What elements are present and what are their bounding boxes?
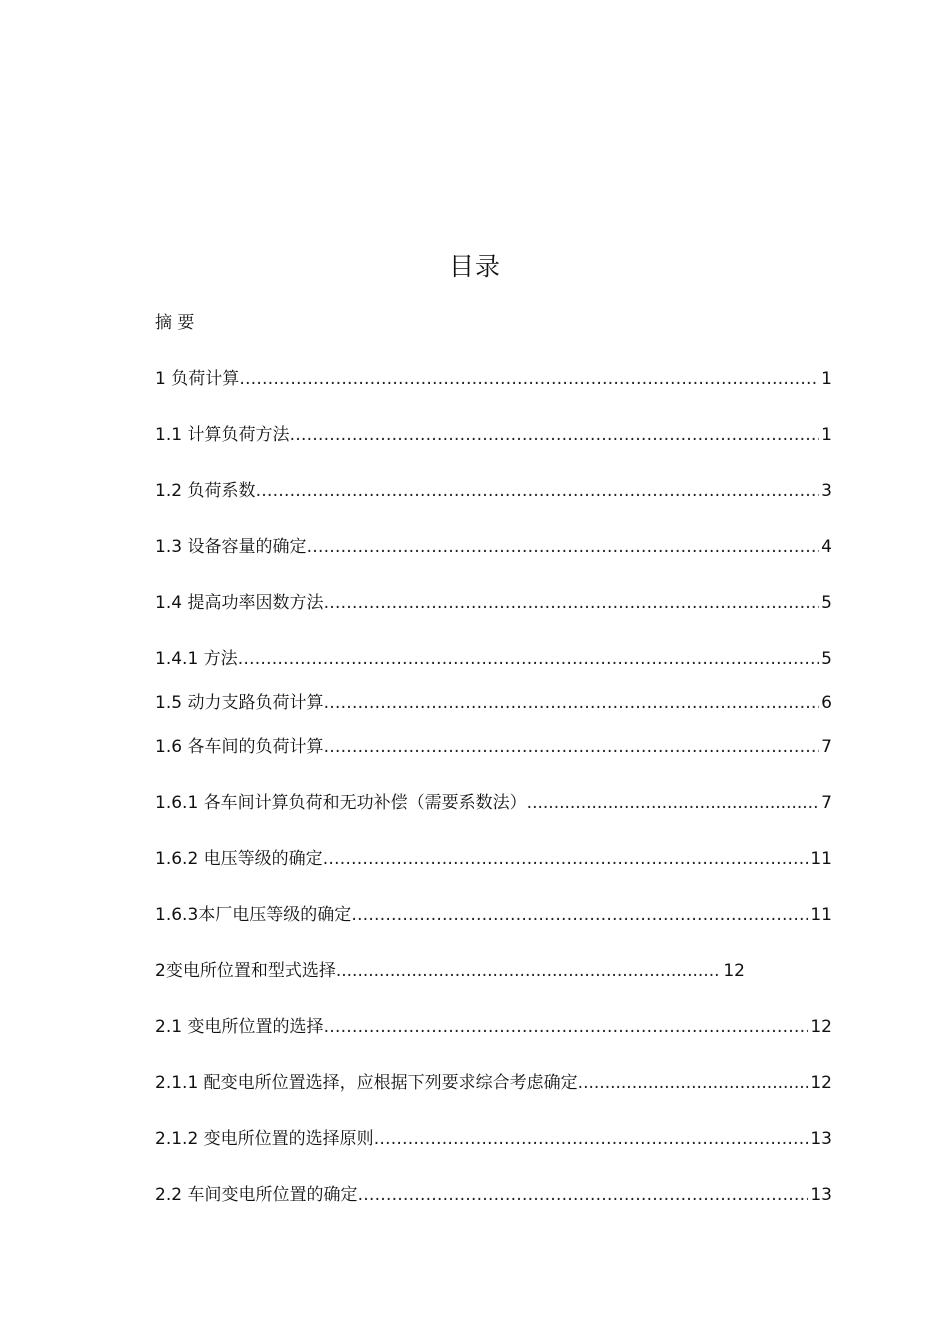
toc-leader [306,535,819,559]
page-title: 目录 [448,252,501,281]
toc-leader [255,479,819,503]
toc-entry-label: 2变电所位置和型式选择 [155,961,336,981]
toc-entry-page: 11 [810,849,832,869]
toc-entry-page: 1 [821,369,832,389]
toc-entry-page: 13 [810,1185,832,1205]
toc-entry-2-1-2[interactable] [155,1127,832,1151]
toc-entry-label: 1.4.1 方法 [155,649,238,669]
toc-entry-label: 1.6.1 各车间计算负荷和无功补偿（需要系数法） [155,793,527,813]
toc-entry-page: 4 [821,537,832,557]
toc-entry-label: 1 负荷计算 [155,369,240,389]
toc-entry-label: 1.2 负荷系数 [155,481,256,501]
toc-entry-label: 1.6 各车间的负荷计算 [155,737,324,757]
toc-entry-2-1[interactable] [155,1015,832,1039]
toc-entry-page: 12 [723,961,745,981]
toc-entry-page: 6 [821,693,832,713]
toc-entry-label: 1.6.3本厂电压等级的确定 [155,905,352,925]
toc-entry-page: 5 [821,649,832,669]
toc-entry-1-2[interactable] [155,479,832,503]
toc-entry-page: 7 [821,737,832,757]
toc-leader [323,1015,808,1039]
toc-entry-label: 2.2 车间变电所位置的确定 [155,1185,358,1205]
toc-leader [238,647,820,671]
toc-entry-page: 3 [821,481,832,501]
toc-entry-1-6[interactable] [155,735,832,759]
toc-leader [374,1127,809,1151]
toc-entry-label: 1.5 动力支路负荷计算 [155,693,324,713]
toc-leader [323,735,819,759]
toc-entry-page: 12 [810,1073,832,1093]
toc-leader [527,791,820,815]
toc-entry-label: 2.1.2 变电所位置的选择原则 [155,1129,374,1149]
toc-entry-page: 12 [810,1017,832,1037]
toc-entry-page: 13 [810,1129,832,1149]
toc-leader [357,1183,808,1207]
toc-leader [323,847,809,871]
toc-entry-1[interactable] [155,367,832,391]
toc-entry-label: 1.6.2 电压等级的确定 [155,849,323,869]
toc-abstract[interactable]: 摘 要 [155,313,195,333]
toc-entry-1-6-2[interactable] [155,847,832,871]
toc-entry-1-3[interactable] [155,535,832,559]
toc-entry-page: 5 [821,593,832,613]
toc-entry-page: 11 [810,905,832,925]
toc-entry-2-2[interactable] [155,1183,832,1207]
toc-leader [336,959,722,983]
toc-leader [239,367,819,391]
toc-entry-1-6-1[interactable] [155,791,832,815]
toc-entry-page: 1 [821,425,832,445]
toc-entry-1-5[interactable] [155,691,832,715]
toc-entry-2-1-1[interactable] [155,1071,832,1095]
toc-entry-1-6-3[interactable] [155,903,832,927]
toc-leader [289,423,819,447]
toc-entry-label: 2.1 变电所位置的选择 [155,1017,324,1037]
toc-leader [323,691,819,715]
toc-entry-page: 7 [821,793,832,813]
toc-entry-1-1[interactable] [155,423,832,447]
toc-entry-label: 2.1.1 配变电所位置选择，应根据下列要求综合考虑确定 [155,1073,578,1093]
toc-entry-label: 1.4 提高功率因数方法 [155,593,324,613]
toc-entry-label: 1.1 计算负荷方法 [155,425,290,445]
toc-entry-1-4[interactable] [155,591,832,615]
toc-leader [351,903,808,927]
toc-entry-label: 1.3 设备容量的确定 [155,537,307,557]
toc-entry-2[interactable] [155,959,745,983]
toc-leader [323,591,819,615]
toc-leader [578,1071,809,1095]
toc-entry-1-4-1[interactable] [155,647,832,671]
